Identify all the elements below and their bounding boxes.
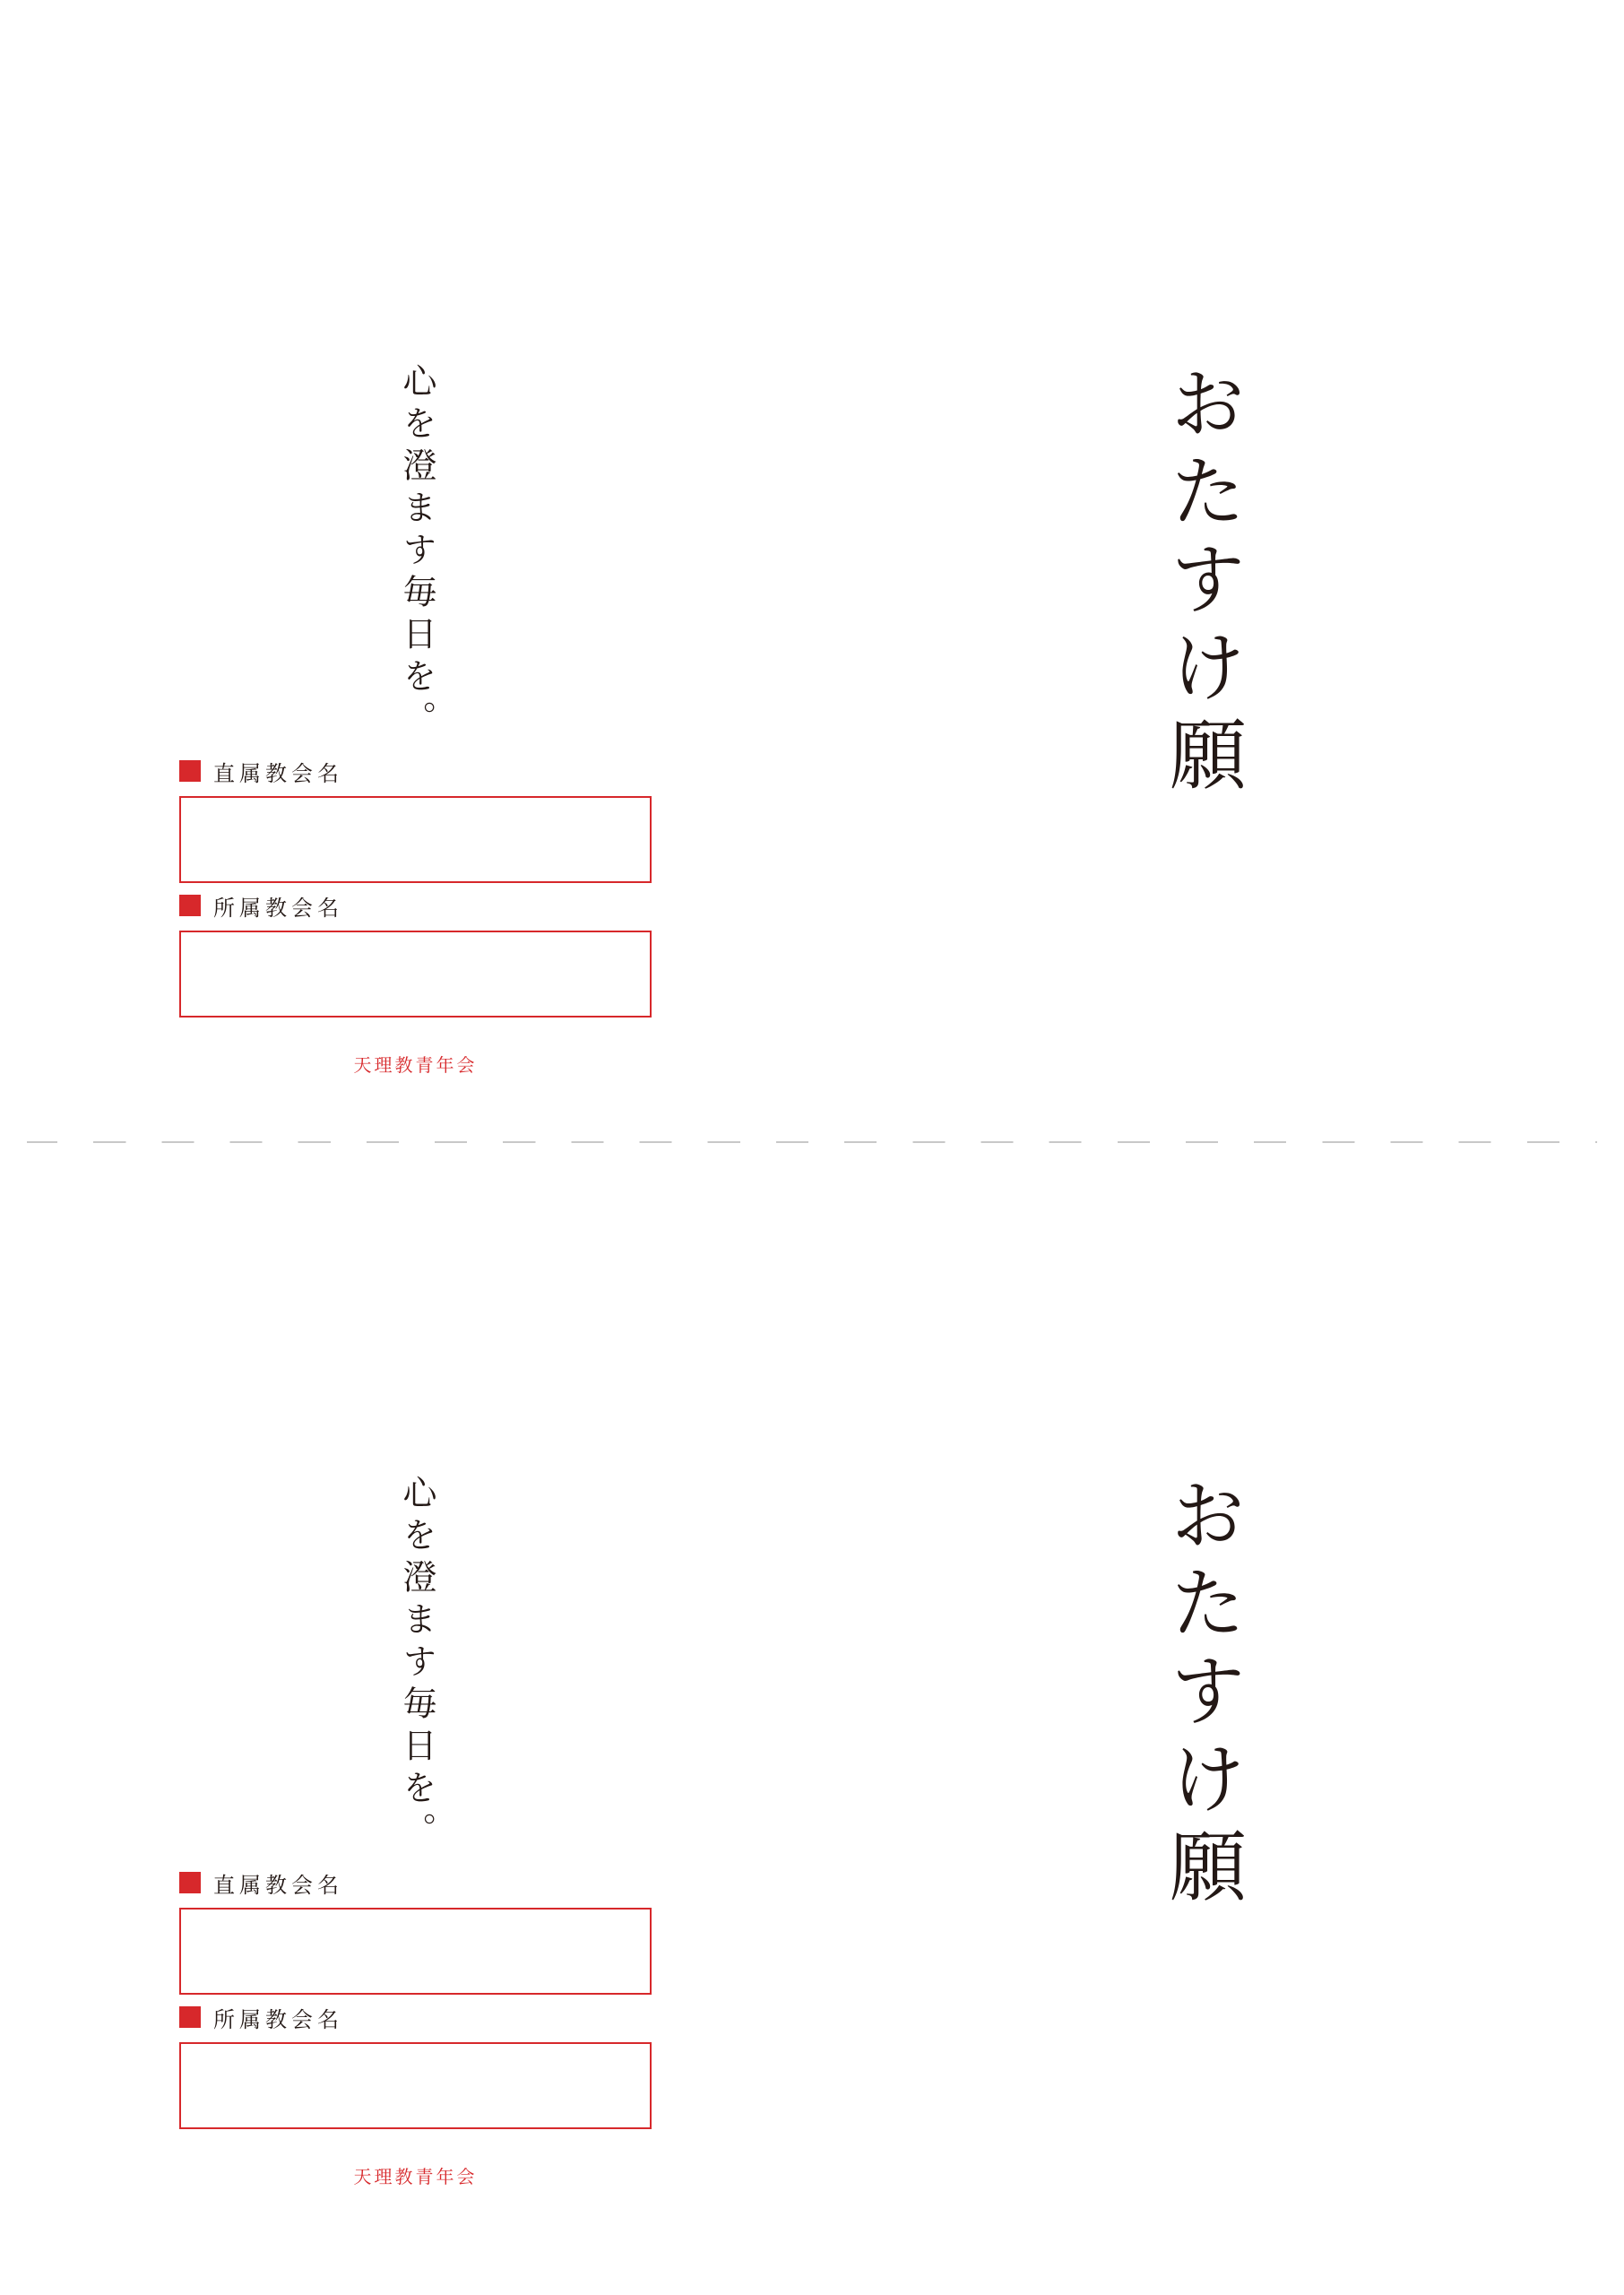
- red-square-icon: [179, 1872, 201, 1893]
- field-label-direct-church: [179, 1869, 343, 1896]
- field-label-direct-church: [179, 758, 343, 784]
- affiliated-church-field[interactable]: [179, 2042, 652, 2129]
- field-label-affiliated-church: [179, 892, 343, 919]
- field-label-text: 所属教会名: [213, 895, 343, 921]
- direct-church-field[interactable]: [179, 1908, 652, 1995]
- red-square-icon: [179, 895, 201, 916]
- tagline: 心を澄ます毎日を。: [397, 363, 436, 742]
- field-label-text: 所属教会名: [213, 2006, 343, 2032]
- organization-name: 天理教青年会: [353, 1054, 478, 1076]
- red-square-icon: [179, 2006, 201, 2028]
- field-label-text: 直属教会名: [213, 760, 343, 786]
- title: おたすけ願: [1156, 363, 1246, 802]
- red-square-icon: [179, 760, 201, 782]
- tagline: 心を澄ます毎日を。: [397, 1475, 436, 1854]
- organization-name: 天理教青年会: [353, 2166, 478, 2187]
- card-bottom: [0, 1112, 1624, 2223]
- title: おたすけ願: [1156, 1475, 1246, 1914]
- affiliated-church-field[interactable]: [179, 931, 652, 1018]
- field-label-text: 直属教会名: [213, 1872, 343, 1898]
- direct-church-field[interactable]: [179, 796, 652, 883]
- card-top: [0, 0, 1624, 1112]
- field-label-affiliated-church: [179, 2004, 343, 2031]
